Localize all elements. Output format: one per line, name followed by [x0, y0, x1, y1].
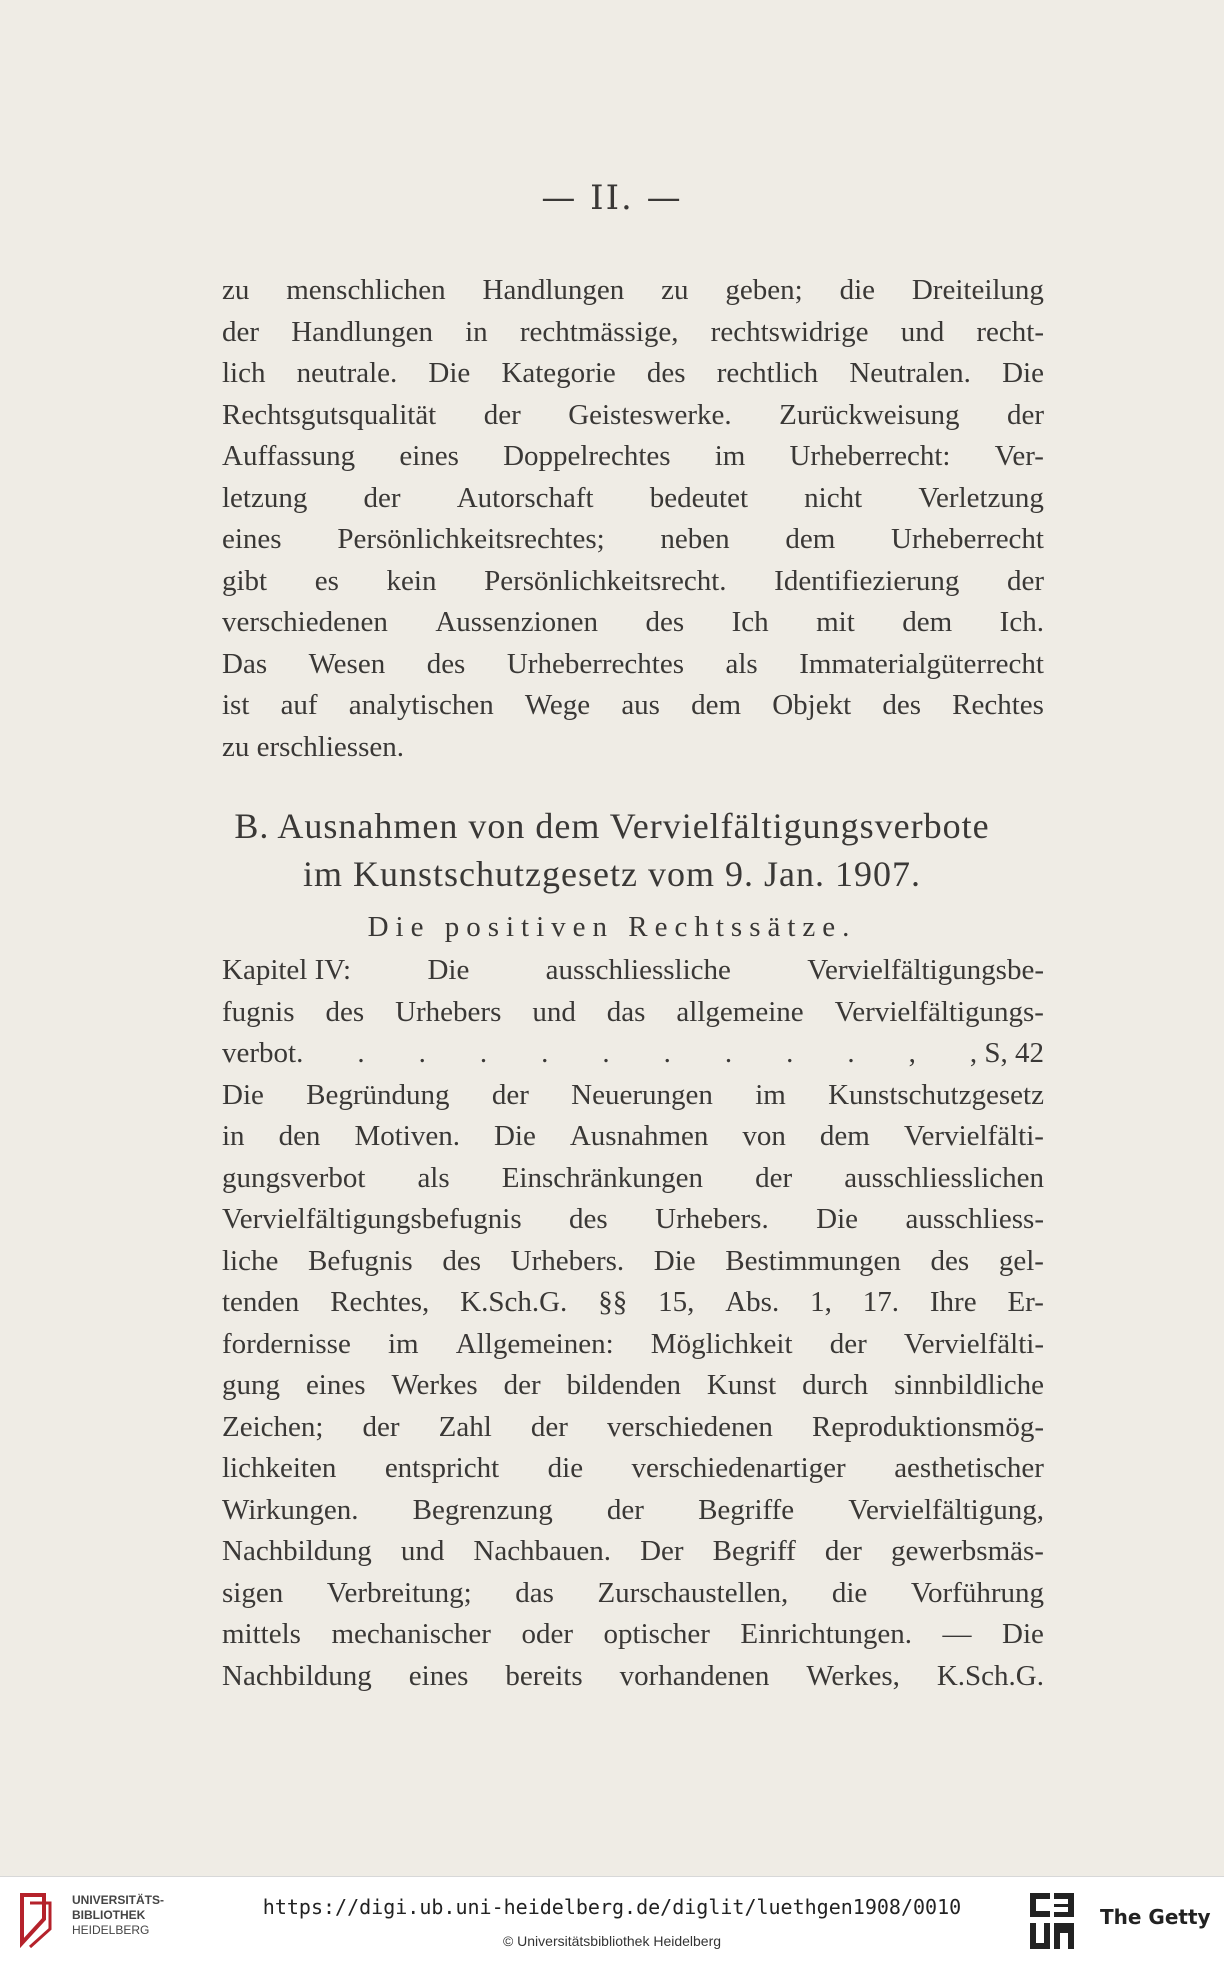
- document-url-link[interactable]: https://digi.ub.uni-heidelberg.de/diglit/luethgen1908/0010: [262, 1895, 962, 1919]
- word: zu erschliessen.: [222, 730, 404, 763]
- word: des: [569, 1203, 608, 1235]
- word: aus: [621, 689, 660, 721]
- word: 1,: [810, 1286, 832, 1318]
- word: bildenden: [566, 1369, 681, 1401]
- word: Nachbildung: [222, 1659, 372, 1692]
- word: Die: [1002, 1618, 1044, 1650]
- section-heading-line-2: im Kunstschutzgesetz vom 9. Jan. 1907.: [303, 854, 921, 894]
- paragraph-1: [222, 270, 1044, 768]
- word: verschiedenartiger: [631, 1452, 846, 1484]
- text-line: [222, 478, 1044, 520]
- word: Urheberrecht:: [789, 440, 951, 472]
- word: der: [363, 481, 401, 514]
- word: verbot.: [222, 1037, 304, 1069]
- word: die: [839, 274, 875, 306]
- word: dem: [785, 523, 836, 555]
- text-line: [222, 1448, 1044, 1490]
- word: mittels: [222, 1618, 301, 1650]
- word: Motiven.: [354, 1120, 460, 1152]
- word: Vorführung: [910, 1576, 1044, 1609]
- word: des: [645, 606, 685, 638]
- word: als: [417, 1161, 450, 1194]
- word: mechanischer: [331, 1618, 491, 1650]
- text-line: [222, 1241, 1044, 1283]
- word: des: [426, 647, 466, 680]
- word: Urheberrecht: [891, 523, 1044, 555]
- word: Vervielfältigungs-: [834, 995, 1044, 1028]
- text-line: [222, 1282, 1044, 1324]
- word: den: [278, 1120, 321, 1152]
- word: Nachbauen.: [473, 1535, 612, 1567]
- word: Immaterialgüterrecht: [799, 647, 1044, 680]
- word: der: [491, 1078, 529, 1111]
- word: Handlungen: [291, 315, 433, 348]
- word: K.Sch.G.: [936, 1659, 1044, 1692]
- word: ausschliesslichen: [844, 1161, 1044, 1194]
- word: Zeichen;: [222, 1410, 324, 1443]
- word: nicht: [804, 481, 863, 514]
- word: Auffassung: [222, 440, 356, 472]
- word: Die: [1002, 357, 1044, 389]
- word: neben: [660, 523, 730, 555]
- word: ist: [222, 689, 250, 721]
- word: in: [465, 315, 488, 348]
- word: gung: [222, 1369, 280, 1401]
- copyright-notice: © Universitätsbibliothek Heidelberg: [502, 1933, 722, 1949]
- text-line: [222, 1490, 1044, 1532]
- section-subheading: Die positiven Rechtssätze.: [367, 911, 857, 943]
- text-line: [222, 950, 1044, 992]
- word: entspricht: [384, 1452, 500, 1484]
- text-line: [222, 1324, 1044, 1366]
- word: , S, 42: [969, 1037, 1044, 1069]
- word: Identifiezierung: [774, 564, 960, 597]
- word: Neuerungen: [571, 1078, 713, 1111]
- word: Kunstschutzgesetz: [828, 1078, 1044, 1111]
- word: und: [400, 1535, 445, 1567]
- word: Werkes,: [806, 1659, 900, 1692]
- word: Kunst: [706, 1369, 777, 1401]
- word: Begründung: [306, 1078, 450, 1111]
- word: zu: [222, 274, 250, 306]
- word: es: [314, 564, 339, 597]
- word: des: [882, 689, 921, 721]
- word: als: [725, 647, 758, 680]
- word: der: [824, 1535, 862, 1567]
- word: ,: [908, 1037, 916, 1069]
- word: eines: [408, 1659, 469, 1692]
- word: Reproduktionsmög-: [812, 1410, 1044, 1443]
- word: rechtlich: [716, 357, 819, 389]
- word: aesthetischer: [894, 1452, 1044, 1484]
- word: der: [503, 1369, 541, 1401]
- text-line: [222, 602, 1044, 644]
- word: Begriff: [712, 1535, 796, 1567]
- word: Handlungen: [482, 274, 625, 306]
- word: der: [755, 1161, 793, 1194]
- word: Wege: [524, 689, 591, 721]
- word: K.Sch.G.: [460, 1286, 568, 1318]
- word: verschiedenen: [607, 1410, 773, 1443]
- word: Persönlichkeitsrechtes;: [337, 523, 605, 555]
- word: und: [532, 995, 576, 1028]
- word: Vervielfältigungsbefugnis: [222, 1203, 522, 1235]
- word: der: [1006, 398, 1044, 431]
- word: Die: [816, 1203, 859, 1235]
- word: fordernisse: [222, 1327, 351, 1360]
- word: rechtswidrige: [710, 315, 869, 348]
- word: tenden: [222, 1286, 300, 1318]
- word: dem: [902, 606, 953, 638]
- word: .: [847, 1037, 855, 1069]
- word: allgemeine: [676, 995, 804, 1028]
- text-line: [222, 353, 1044, 395]
- text-line: [222, 1075, 1044, 1117]
- word: ausschliessliche: [545, 954, 731, 986]
- word: oder: [521, 1618, 573, 1650]
- word: verschiedenen: [222, 606, 388, 638]
- text-line: [222, 644, 1044, 686]
- word: das: [606, 995, 646, 1028]
- word: bereits: [505, 1659, 583, 1692]
- word: das: [515, 1576, 554, 1609]
- word: kein: [386, 564, 437, 597]
- text-line: [222, 1033, 1044, 1075]
- word: Wirkungen.: [222, 1493, 359, 1526]
- word: gel-: [998, 1244, 1044, 1277]
- word: sinnbildliche: [894, 1369, 1044, 1401]
- word: Möglichkeit: [650, 1327, 793, 1360]
- paragraph-2: [222, 950, 1044, 1697]
- word: .: [479, 1037, 488, 1069]
- word: Vervielfältigungsbe-: [807, 954, 1044, 986]
- word: Die: [653, 1244, 696, 1277]
- word: ausschliess-: [905, 1203, 1044, 1235]
- word: vorhandenen: [619, 1659, 770, 1692]
- word: fugnis: [222, 995, 295, 1028]
- word: gungsverbot: [222, 1161, 366, 1194]
- word: Ihre: [929, 1286, 977, 1318]
- word: des: [930, 1244, 970, 1277]
- text-line: [222, 1614, 1044, 1656]
- word: der: [222, 315, 260, 348]
- word: sigen: [222, 1576, 284, 1609]
- word: lichkeiten: [222, 1452, 337, 1484]
- word: die: [547, 1452, 584, 1484]
- word: Die: [222, 1078, 264, 1111]
- word: liche: [222, 1244, 279, 1277]
- word: neutrale.: [296, 357, 398, 389]
- word: Kategorie: [501, 357, 616, 389]
- word: Rechtes: [952, 689, 1044, 721]
- text-line: [222, 1656, 1044, 1698]
- word: im: [714, 440, 746, 472]
- word: Er-: [1007, 1286, 1044, 1318]
- word: Urhebers.: [510, 1244, 625, 1277]
- library-name: UNIVERSITÄTS- BIBLIOTHEK HEIDELBERG: [72, 1893, 165, 1937]
- word: der: [1006, 564, 1044, 597]
- word: lich: [222, 357, 266, 389]
- word: Persönlichkeitsrecht.: [484, 564, 727, 597]
- word: Zahl: [438, 1410, 492, 1443]
- page-folio: — II. —: [541, 178, 683, 218]
- word: der: [483, 398, 521, 431]
- word: Geisteswerke.: [568, 398, 732, 431]
- getty-name: The Getty: [1100, 1905, 1211, 1929]
- text-line: [222, 1158, 1044, 1200]
- word: durch: [802, 1369, 869, 1401]
- word: Verbreitung;: [326, 1576, 472, 1609]
- word: auf: [280, 689, 318, 721]
- word: .: [663, 1037, 671, 1069]
- getty-logo-icon: [1028, 1889, 1078, 1953]
- word: in: [222, 1120, 245, 1152]
- text-line: [222, 1407, 1044, 1449]
- text-line: [222, 395, 1044, 437]
- word: Allgemeinen:: [455, 1327, 614, 1360]
- word: bedeutet: [649, 481, 748, 514]
- word: der: [606, 1493, 644, 1526]
- word: Das: [222, 647, 268, 680]
- text-line: [222, 1116, 1044, 1158]
- word: .: [602, 1037, 610, 1069]
- word: recht-: [976, 315, 1044, 348]
- word: Urhebers.: [655, 1203, 769, 1235]
- word: Wesen: [308, 647, 386, 680]
- word: Die: [427, 954, 470, 986]
- word: des: [325, 995, 365, 1028]
- word: .: [418, 1037, 426, 1069]
- word: die: [831, 1576, 868, 1609]
- word: Zurschaustellen,: [597, 1576, 789, 1609]
- word: der: [362, 1410, 400, 1443]
- word: Einrichtungen.: [740, 1618, 912, 1650]
- word: 15,: [658, 1286, 695, 1318]
- text-line: [222, 685, 1044, 727]
- word: rechtmässige,: [519, 315, 679, 348]
- word: Objekt: [772, 689, 852, 721]
- viewer-footer: [0, 1876, 1224, 1966]
- word: menschlichen: [286, 274, 446, 306]
- text-line: [222, 1365, 1044, 1407]
- word: Zurückweisung: [779, 398, 960, 431]
- word: Autorschaft: [456, 481, 594, 514]
- text-line: [222, 436, 1044, 478]
- word: zu: [661, 274, 689, 306]
- word: analytischen: [348, 689, 494, 721]
- word: Der: [640, 1535, 684, 1567]
- word: eines: [305, 1369, 366, 1401]
- text-line: [222, 1573, 1044, 1615]
- word: —: [942, 1618, 972, 1650]
- word: Bestimmungen: [725, 1244, 901, 1277]
- word: im: [755, 1078, 786, 1111]
- word: Begrenzung: [412, 1493, 553, 1526]
- word: Vervielfälti-: [903, 1327, 1044, 1360]
- word: .: [541, 1037, 549, 1069]
- word: Aussenzionen: [435, 606, 599, 638]
- word: Urhebers: [395, 995, 502, 1028]
- word: Neutralen.: [849, 357, 971, 389]
- word: des: [646, 357, 686, 389]
- word: Rechtsgutsqualität: [222, 398, 437, 431]
- word: gibt: [222, 564, 268, 597]
- text-line: [222, 312, 1044, 354]
- word: Kapitel IV:: [222, 954, 352, 986]
- word: der: [829, 1327, 867, 1360]
- word: Die: [428, 357, 471, 389]
- word: .: [724, 1037, 733, 1069]
- word: Begriffe: [698, 1493, 795, 1526]
- word: 17.: [862, 1286, 899, 1318]
- word: im: [388, 1327, 419, 1360]
- word: Befugnis: [307, 1244, 413, 1277]
- word: optischer: [603, 1618, 710, 1650]
- text-line: [222, 727, 1044, 769]
- word: des: [442, 1244, 481, 1277]
- word: dem: [691, 689, 742, 721]
- word: Urheberrechtes: [506, 647, 684, 680]
- word: Einschränkungen: [501, 1161, 704, 1194]
- word: Abs.: [725, 1286, 780, 1318]
- word: mit: [816, 606, 855, 638]
- word: Nachbildung: [222, 1535, 372, 1567]
- word: von: [742, 1120, 786, 1152]
- word: .: [357, 1037, 365, 1069]
- word: Dreiteilung: [911, 274, 1044, 306]
- word: eines: [222, 523, 282, 555]
- word: Rechtes,: [330, 1286, 430, 1318]
- text-line: [222, 1531, 1044, 1573]
- word: und: [900, 315, 945, 348]
- text-line: [222, 270, 1044, 312]
- text-line: [222, 519, 1044, 561]
- text-line: [222, 992, 1044, 1034]
- word: Ich: [731, 606, 769, 638]
- text-line: [222, 1199, 1044, 1241]
- word: Vervielfälti-: [903, 1120, 1044, 1152]
- word: Die: [493, 1120, 536, 1152]
- word: gewerbsmäs-: [890, 1535, 1044, 1567]
- word: Ich.: [999, 606, 1044, 638]
- word: Doppelrechtes: [503, 440, 671, 472]
- section-heading-line-1: B. Ausnahmen von dem Vervielfältigungsverbote: [234, 806, 990, 846]
- word: Ver-: [994, 440, 1044, 472]
- text-line: [222, 561, 1044, 603]
- word: geben;: [725, 274, 803, 306]
- word: Vervielfältigung,: [848, 1493, 1044, 1526]
- word: §§: [598, 1286, 628, 1318]
- word: .: [786, 1037, 794, 1069]
- word: Werkes: [391, 1369, 478, 1401]
- word: eines: [399, 440, 459, 472]
- word: Ausnahmen: [569, 1120, 709, 1152]
- word: Verletzung: [918, 481, 1044, 514]
- word: der: [530, 1410, 568, 1443]
- word: dem: [819, 1120, 870, 1152]
- word: letzung: [222, 481, 308, 514]
